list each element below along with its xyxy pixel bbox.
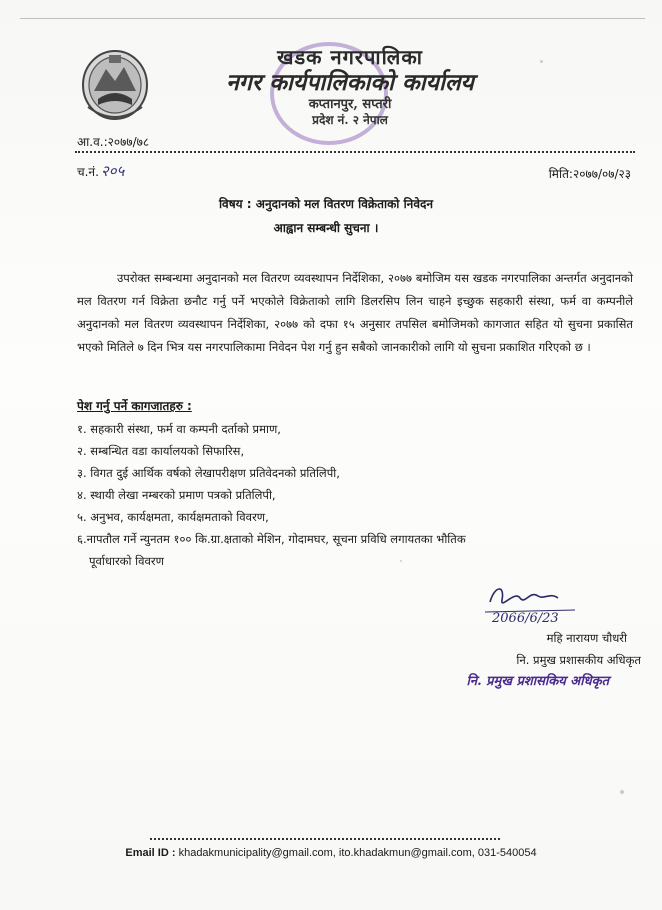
scan-speck xyxy=(540,60,543,63)
signatory-title: नि. प्रमुख प्रशासकीय अधिकृत xyxy=(516,653,641,667)
scan-speck xyxy=(400,560,402,562)
footer-label: Email ID : xyxy=(125,847,176,859)
subject-line1: विषय : अनुदानको मल वितरण विक्रेताको निवेदन xyxy=(218,197,434,211)
signature-date: 2066/6/23 xyxy=(492,611,559,625)
fiscal-year: आ.व.:२०७७/७८ xyxy=(77,135,150,149)
notice-body xyxy=(77,267,633,359)
subject-line2: आह्वान सम्बन्धी सुचना । xyxy=(273,221,379,235)
header-line3: कप्तानपुर, सप्तरी xyxy=(308,97,392,112)
list-item-continuation: पूर्वाधारको विवरण xyxy=(89,554,164,568)
footer-divider xyxy=(150,838,500,840)
list-item: २. सम्बन्धित वडा कार्यालयको सिफारिस, xyxy=(77,444,245,458)
list-item: ३. विगत दुई आर्थिक वर्षको लेखापरीक्षण प्रतिवेदनको प्रतिलिपी, xyxy=(77,466,340,480)
header-line1: खडक नगरपालिका xyxy=(277,45,423,69)
documents-heading: पेश गर्नु पर्ने कागजातहरु : xyxy=(77,399,192,413)
handwritten-signature xyxy=(480,580,580,625)
header-line2: नगर कार्यपालिकाको कार्यालय xyxy=(226,69,474,96)
footer-text: khadakmunicipality@gmail.com, ito.khadakmun@gmail.com, 031-540054 xyxy=(178,847,537,859)
office-header xyxy=(200,45,500,128)
subject-block xyxy=(0,192,662,240)
list-item: १. सहकारी संस्था, फर्म वा कम्पनी दर्ताको प्रमाण, xyxy=(77,422,281,436)
header-divider xyxy=(75,151,635,153)
ref-value: २०५ xyxy=(100,162,125,180)
top-rule xyxy=(20,18,645,19)
list-item: ६.नापतौल गर्ने न्युनतम १०० कि.ग्रा.क्षताको मेशिन, गोदामघर, सूचना प्रविधि लगायतका भौतिक xyxy=(77,532,466,546)
nepal-emblem-icon xyxy=(80,47,150,122)
list-item: ५. अनुभव, कार्यक्षमता, कार्यक्षमताको विवरण, xyxy=(77,510,269,524)
header-line4: प्रदेश नं. २ नेपाल xyxy=(312,113,388,127)
letter-date: मिति:२०७७/०७/२३ xyxy=(548,167,631,181)
title-stamp: नि. प्रमुख प्रशासकिय अधिकृत xyxy=(466,674,609,689)
list-item: ४. स्थायी लेखा नम्बरको प्रमाण पत्रको प्रतिलिपी, xyxy=(77,488,276,502)
reference-number xyxy=(77,161,124,181)
signatory-name: महि नारायण चौधरी xyxy=(546,631,627,645)
footer-contact xyxy=(0,847,662,859)
documents-list xyxy=(77,418,617,572)
ref-label: च.नं. xyxy=(77,165,99,179)
body-paragraph: उपरोक्त सम्बन्धमा अनुदानको मल वितरण व्यवस्थापन निर्देशिका, २०७७ बमोजिम यस खडक नगरपालिका अन्तर्गत अनुदानको मल वितरण गर्न विक्रेता छनौट गर्नु पर्ने भएकोले विक्रेताको लागि डिलरसिप लिन चाहने इच्छुक सहकारी संस्था, फर्म वा कम्पनीले अनुदानको मल वितरण व्यवस्थापन निर्देशिका, २०७७ को दफा १५ अनुसार तपसिल बमोजिमको कागजात सहित यो सुचना प्रकासित भएको मितिले ७ दिन भित्र यस नगरपालिकामा निवेदन पेश गर्नु हुन सबैको जानकारीको लागि यो सुचना प्रकाशित गरिएको छ । xyxy=(77,271,633,354)
scan-speck xyxy=(620,790,624,794)
